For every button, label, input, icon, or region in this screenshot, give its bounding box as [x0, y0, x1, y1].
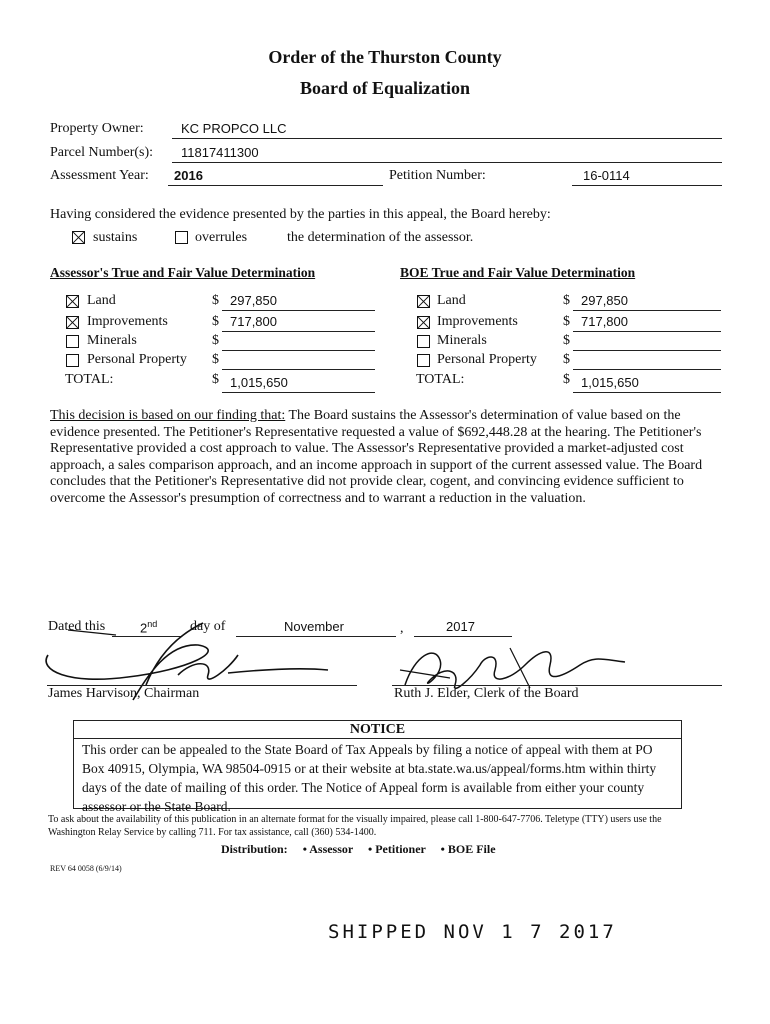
notice-divider — [73, 738, 682, 739]
finding-body: The Board sustains the Assessor's determination of value based on the evidence presented. The Petitioner's Representative requested a value of $692,448.28 at the hearing. The Petitioner's Representative provided a cost approach to value. The Assessor's Representative provided a market-adjusted cost approach, a sales comparison approach, and an income approach in support of the current assessed value. The Board concludes that the Petitioner's Representative did not provide clear, cogent, and convincing evidence sufficient to overcome the Assessor's presumption of correctness and to warrant a reduction in the valuation. — [50, 408, 703, 506]
assessor-minerals-checkbox — [66, 335, 79, 348]
assessor-land-underline — [222, 310, 375, 311]
owner-label: Property Owner: — [50, 121, 144, 136]
boe-minerals-underline — [573, 350, 721, 351]
assessor-improvements-value: 717,800 — [230, 314, 277, 329]
boe-total-label: TOTAL: — [416, 372, 465, 387]
assessor-land-currency: $ — [212, 293, 219, 308]
assessor-minerals-underline — [222, 350, 375, 351]
boe-improvements-label: Improvements — [437, 314, 518, 329]
boe-land-label: Land — [437, 293, 466, 308]
assessor-personal-property-currency: $ — [212, 352, 219, 367]
notice-title: NOTICE — [349, 722, 406, 737]
year-underline — [168, 185, 383, 186]
boe-land-checkbox — [417, 295, 430, 308]
petition-value: 16-0114 — [583, 168, 630, 183]
boe-minerals-label: Minerals — [437, 333, 487, 348]
assessor-total-underline — [222, 392, 375, 393]
dated-month: November — [284, 619, 344, 634]
year-label: Assessment Year: — [50, 168, 149, 183]
boe-personal-property-label: Personal Property — [437, 352, 537, 367]
assessor-total-value: 1,015,650 — [230, 375, 288, 390]
parcel-value: 11817411300 — [181, 145, 259, 160]
shipped-stamp: SHIPPED NOV 1 7 2017 — [328, 921, 617, 943]
clerk-name: Ruth J. Elder, Clerk of the Board — [394, 686, 579, 701]
assessor-improvements-currency: $ — [212, 314, 219, 329]
petition-underline — [572, 185, 722, 186]
sustains-label: sustains — [93, 230, 138, 245]
decision-intro: Having considered the evidence presented by the parties in this appeal, the Board hereby: — [50, 207, 551, 222]
assessor-personal-property-label: Personal Property — [87, 352, 187, 367]
order-title-line2: Board of Equalization — [299, 78, 471, 98]
boe-heading: BOE True and Fair Value Determination — [400, 265, 636, 280]
revision-code: REV 64 0058 (6/9/14) — [50, 864, 122, 873]
assessor-total-label: TOTAL: — [65, 372, 114, 387]
notice-text: This order can be appealed to the State Board of Tax Appeals by filing a notice of appeal with them at PO Box 40915, Olympia, WA 98504-0915 or at their website at bta.state.wa.us/appeal/forms.htm within thirty days of the date of mailing of this order. The Notice of Appeal form is available from either your county assessor or the State Board. — [82, 742, 657, 814]
dated-prefix: Dated this — [48, 619, 106, 634]
boe-improvements-underline — [573, 331, 721, 332]
boe-personal-property-currency: $ — [563, 352, 570, 367]
dated-year: 2017 — [446, 619, 475, 634]
boe-total-underline — [573, 392, 721, 393]
assessor-personal-property-checkbox — [66, 354, 79, 367]
dated-comma: , — [400, 621, 404, 636]
boe-total-value: 1,015,650 — [581, 375, 639, 390]
order-title-line1: Order of the Thurston County — [268, 47, 502, 67]
parcel-label: Parcel Number(s): — [50, 145, 154, 160]
boe-improvements-checkbox — [417, 316, 430, 329]
assessor-improvements-underline — [222, 331, 375, 332]
finding-paragraph — [50, 408, 720, 507]
assessor-land-label: Land — [87, 293, 116, 308]
assessor-land-value: 297,850 — [230, 293, 277, 308]
boe-land-currency: $ — [563, 293, 570, 308]
dated-year-underline — [414, 636, 512, 637]
boe-land-value: 297,850 — [581, 293, 628, 308]
assessor-personal-property-underline — [222, 369, 375, 370]
petition-label: Petition Number: — [389, 168, 486, 183]
boe-improvements-currency: $ — [563, 314, 570, 329]
parcel-underline — [172, 162, 722, 163]
chairman-name: James Harvison, Chairman — [48, 686, 200, 701]
sustains-checkbox — [72, 231, 85, 244]
overrules-checkbox — [175, 231, 188, 244]
boe-minerals-currency: $ — [563, 333, 570, 348]
dated-day: 2nd — [140, 619, 158, 636]
owner-underline — [172, 138, 722, 139]
boe-personal-property-checkbox — [417, 354, 430, 367]
boe-minerals-checkbox — [417, 335, 430, 348]
boe-personal-property-underline — [573, 369, 721, 370]
dated-mid: day of — [190, 619, 226, 634]
accessibility-note: To ask about the availability of this publication in an alternate format for the visually impaired, please call 1-800-647-7706. Teletype (TTY) users use the Washington Relay Service by calling 711. For tax assistance, call (360) 534-1400. — [48, 814, 662, 838]
assessor-improvements-checkbox — [66, 316, 79, 329]
assessor-heading: Assessor's True and Fair Value Determination — [50, 265, 316, 280]
assessor-improvements-label: Improvements — [87, 314, 168, 329]
owner-value: KC PROPCO LLC — [181, 121, 287, 136]
distribution-petitioner: • Petitioner — [368, 842, 426, 856]
distribution-boe-file: • BOE File — [440, 842, 496, 856]
overrules-label: overrules — [195, 230, 248, 245]
distribution-assessor: • Assessor — [302, 842, 354, 856]
finding-lead: This decision is based on our finding that: — [50, 408, 286, 423]
distribution-label: Distribution: — [221, 842, 288, 856]
assessor-minerals-currency: $ — [212, 333, 219, 348]
boe-improvements-value: 717,800 — [581, 314, 628, 329]
decision-suffix: the determination of the assessor. — [287, 230, 474, 245]
year-value: 2016 — [174, 168, 203, 183]
assessor-minerals-label: Minerals — [87, 333, 137, 348]
assessor-total-currency: $ — [212, 372, 219, 387]
boe-land-underline — [573, 310, 721, 311]
distribution-line — [221, 842, 496, 857]
assessor-land-checkbox — [66, 295, 79, 308]
boe-total-currency: $ — [563, 372, 570, 387]
